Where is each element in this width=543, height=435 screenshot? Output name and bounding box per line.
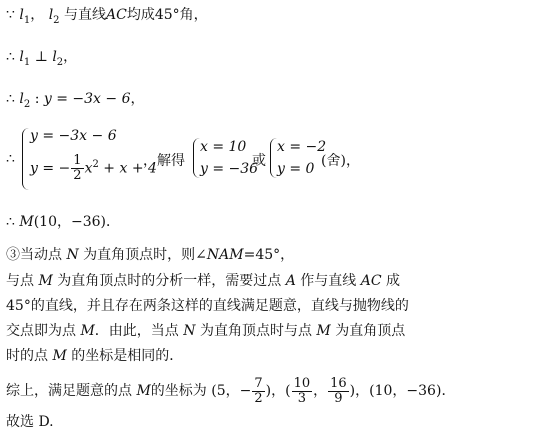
solve-label: ，解得	[143, 153, 185, 169]
solution1-x: x = 10	[200, 139, 247, 155]
para-line-3: 45°的直线，并且存在两条这样的直线满足题意，直线与抛物线的	[6, 298, 409, 314]
answer-line: 故选 D.	[6, 414, 54, 430]
line-perpendicular: ∴ $l_1$ ⊥ $l_2$，	[6, 49, 78, 68]
system-eq2: y = − $\frac{1}{2}$ $x^2 + x + 4$	[30, 153, 157, 183]
solution1-y: y = −36	[200, 161, 259, 177]
solution2-brace	[270, 138, 277, 178]
para-line-1: ③当动点 N 为直角顶点时，则∠NAM=45°，	[6, 247, 295, 263]
para-line-5: 时的点 M 的坐标是相同的．	[6, 348, 184, 364]
line-because: ∵ $l_1$， $l_2$ 与直线AC均成45°角，	[6, 7, 208, 26]
system-eq1: y = −3x − 6	[30, 128, 117, 144]
or-label: 或	[252, 153, 266, 169]
line-m-coordinates: ∴ M(10，−36)．	[6, 214, 121, 230]
solution2-y: y = 0	[277, 161, 315, 177]
summary-line: 综上，满足题意的点 M的坐标为 (5，− $\frac{7}{2}$ )，( $\frac{10}{3}$ ， $\frac{16}{9}$ )，(10，−36)．	[6, 375, 456, 406]
solution2-x: x = −2	[277, 139, 327, 155]
discard-label: (舍)，	[321, 153, 360, 169]
line-l2-equation: ∴ $l_2$ : y = −3x − 6，	[6, 91, 145, 110]
para-line-2: 与点 M 为直角顶点时的分析一样，需要过点 A 作与直线 AC 成	[6, 273, 401, 289]
solution1-brace	[193, 138, 200, 178]
left-brace	[22, 128, 29, 190]
therefore-symbol: ∴	[6, 151, 15, 167]
para-line-4: 交点即为点 M．由此，当点 N 为直角顶点时与点 M 为直角顶点	[6, 323, 406, 339]
